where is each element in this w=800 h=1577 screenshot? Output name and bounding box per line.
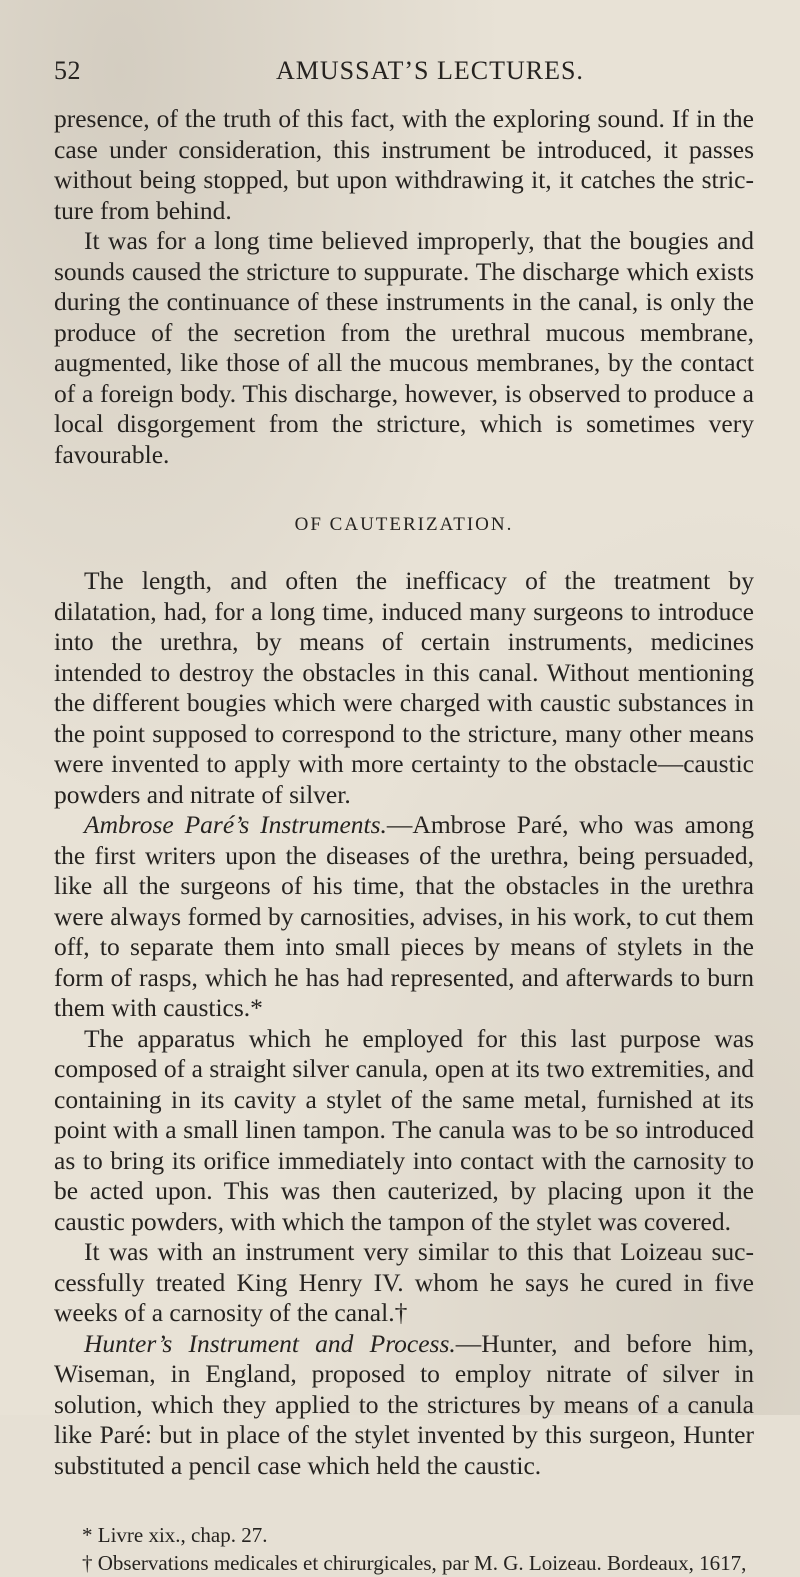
paragraph-cauterization-intro: The length, and often the inefficacy of the treatment by dilatation, had, for a long time, induced many surgeons to introduce into the urethra, by means of certain instruments, medicines intended to destroy the obstacles in this canal. Without mentioning the different bougies which were charged with caustic substances in the point supposed to correspond to the stricture, many other means were invented to apply with more certainty to the obstacle—caustic powders and nitrate of silver. — [54, 566, 754, 809]
page-number: 52 — [54, 56, 81, 85]
running-head: AMUSSAT’S LECTURES. — [276, 56, 584, 85]
paragraph-apparatus: The apparatus which he employed for this last purpose was composed of a straight silver canula, open at its two extremities, and containing in its cavity a stylet of the same metal, furnished at its point with a small linen tampon. The canula was to be so introduced as to bring its orifice immediately into contact with the carnosity to be acted upon. This was then cauterized, by placing upon it the caustic powders, with which the tampon of the stylet was covered. — [54, 1023, 754, 1236]
footnote-1: * Livre xix., chap. 27. — [82, 1523, 268, 1547]
pare-text: —Ambrose Paré, who was among the first writers upon the diseases of the urethra, being persuaded, like all the surgeons of his time, that the obstacles in the urethra were always formed by carnosities, advises, in his work, to cut them off, to separate them into small pieces by means of stylets in the form of rasps, which he has had represented, and afterwards to burn them with caustics.* — [54, 810, 754, 1022]
paragraph-loizeau: It was with an instrument very similar to this that Loizeau successfully treated King Henry IV. whom he says he cured in five weeks of a carnosity of the canal.† — [54, 1237, 754, 1327]
footnotes — [54, 1521, 754, 1577]
paragraph-hunter — [54, 1329, 754, 1482]
pare-lead: Ambrose Paré’s Instruments. — [84, 810, 387, 839]
paragraph-pare — [54, 810, 754, 1024]
section-title: OF CAUTERIZATION. — [294, 514, 514, 535]
page-header — [54, 56, 754, 86]
hunter-text: —Hunter, and before him, Wiseman, in England, proposed to employ nitrate of silver in solution, which they applied to the strictures by means of a canula like Paré: but in place of the stylet invented by this surgeon, Hunter substituted a pencil case which held the caustic. — [54, 1328, 754, 1480]
hunter-lead: Hunter’s Instrument and Process. — [84, 1328, 456, 1358]
paragraph-bougies: It was for a long time believed improperly, that the bougies and sounds caused the stricture to suppurate. The discharge which exists during the continuance of these instruments in the canal, is only the produce of the secretion from the urethral mucous membrane, augmented, like those of all the mucous membranes, by the contact of a foreign body. This discharge, however, is observed to produce a local disgorgement from the stricture, which is sometimes very favourable. — [54, 226, 754, 469]
footnote-2: † Observations medicales et chirurgicales, par M. G. Loizeau. Bordeaux, 1617, — [82, 1551, 747, 1575]
paragraph-continued: presence, of the truth of this fact, with the exploring sound. If in the case under consideration, this instrument be introduced, it passes without being stopped, but upon withdrawing it, it catches the stricture from behind. — [54, 104, 754, 225]
